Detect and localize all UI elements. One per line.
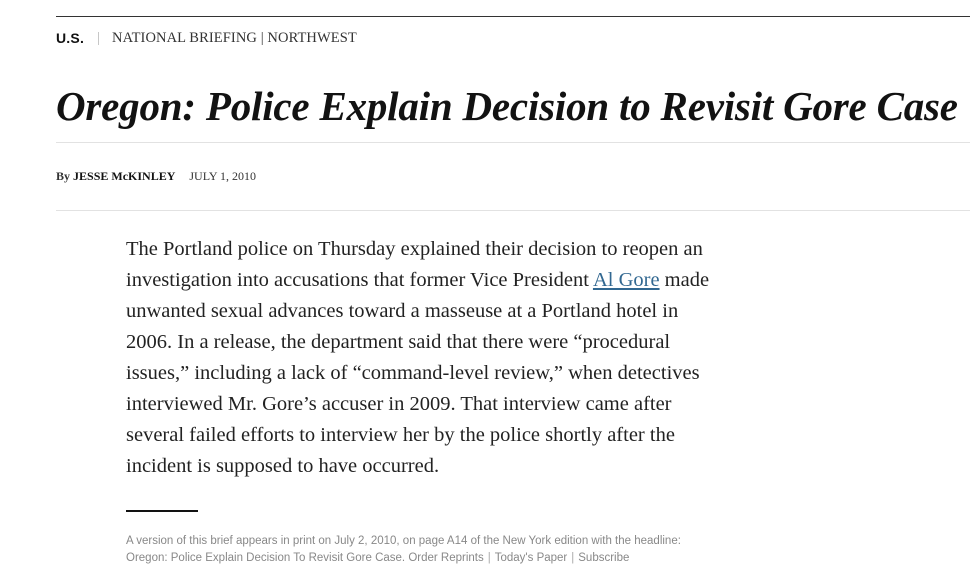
footer-separator: | (571, 552, 575, 564)
body-line: incident is supposed to have occurred. (126, 455, 440, 477)
byline-divider (56, 210, 970, 211)
publish-date: JULY 1, 2010 (189, 169, 257, 183)
todays-paper-link[interactable]: Today's Paper (494, 552, 568, 564)
print-headline: Oregon: Police Explain Decision To Revisit Gore Case. (126, 552, 406, 564)
kicker-label: NATIONAL BRIEFING | NORTHWEST (112, 30, 357, 46)
print-edition-note (126, 533, 826, 567)
subscribe-link[interactable]: Subscribe (578, 552, 630, 564)
body-end-rule (126, 510, 198, 512)
print-note-line: A version of this brief appears in print on July 2, 2010, on page A14 of the New York edition with the headline: (126, 535, 681, 547)
body-text-segment: made (659, 269, 710, 291)
kicker (56, 29, 357, 47)
byline-prefix: By (56, 169, 71, 183)
top-divider (56, 16, 970, 17)
body-line: 2006. In a release, the department said that there were “procedural (126, 331, 671, 353)
headline-divider (56, 142, 970, 143)
body-line (126, 265, 776, 296)
body-line: several failed efforts to interview her by the police shortly after the (126, 424, 675, 446)
order-reprints-link[interactable]: Order Reprints (408, 552, 484, 564)
body-line: unwanted sexual advances toward a masseuse at a Portland hotel in (126, 300, 679, 322)
article-body (126, 234, 776, 482)
print-note-line (126, 550, 826, 567)
section-link-us[interactable]: U.S. (56, 30, 85, 46)
body-line: issues,” including a lack of “command-level review,” when detectives (126, 362, 700, 384)
footer-separator: | (487, 552, 491, 564)
author-link[interactable]: JESSE McKINLEY (73, 169, 176, 183)
body-line: The Portland police on Thursday explained their decision to reopen an (126, 238, 703, 260)
headline: Oregon: Police Explain Decision to Revisit Gore Case (56, 83, 958, 129)
byline (56, 169, 256, 183)
al-gore-link[interactable]: Al Gore (592, 269, 660, 291)
body-text-segment: investigation into accusations that former Vice President (126, 269, 593, 291)
kicker-separator (98, 32, 99, 45)
body-line: interviewed Mr. Gore’s accuser in 2009. That interview came after (126, 393, 672, 415)
